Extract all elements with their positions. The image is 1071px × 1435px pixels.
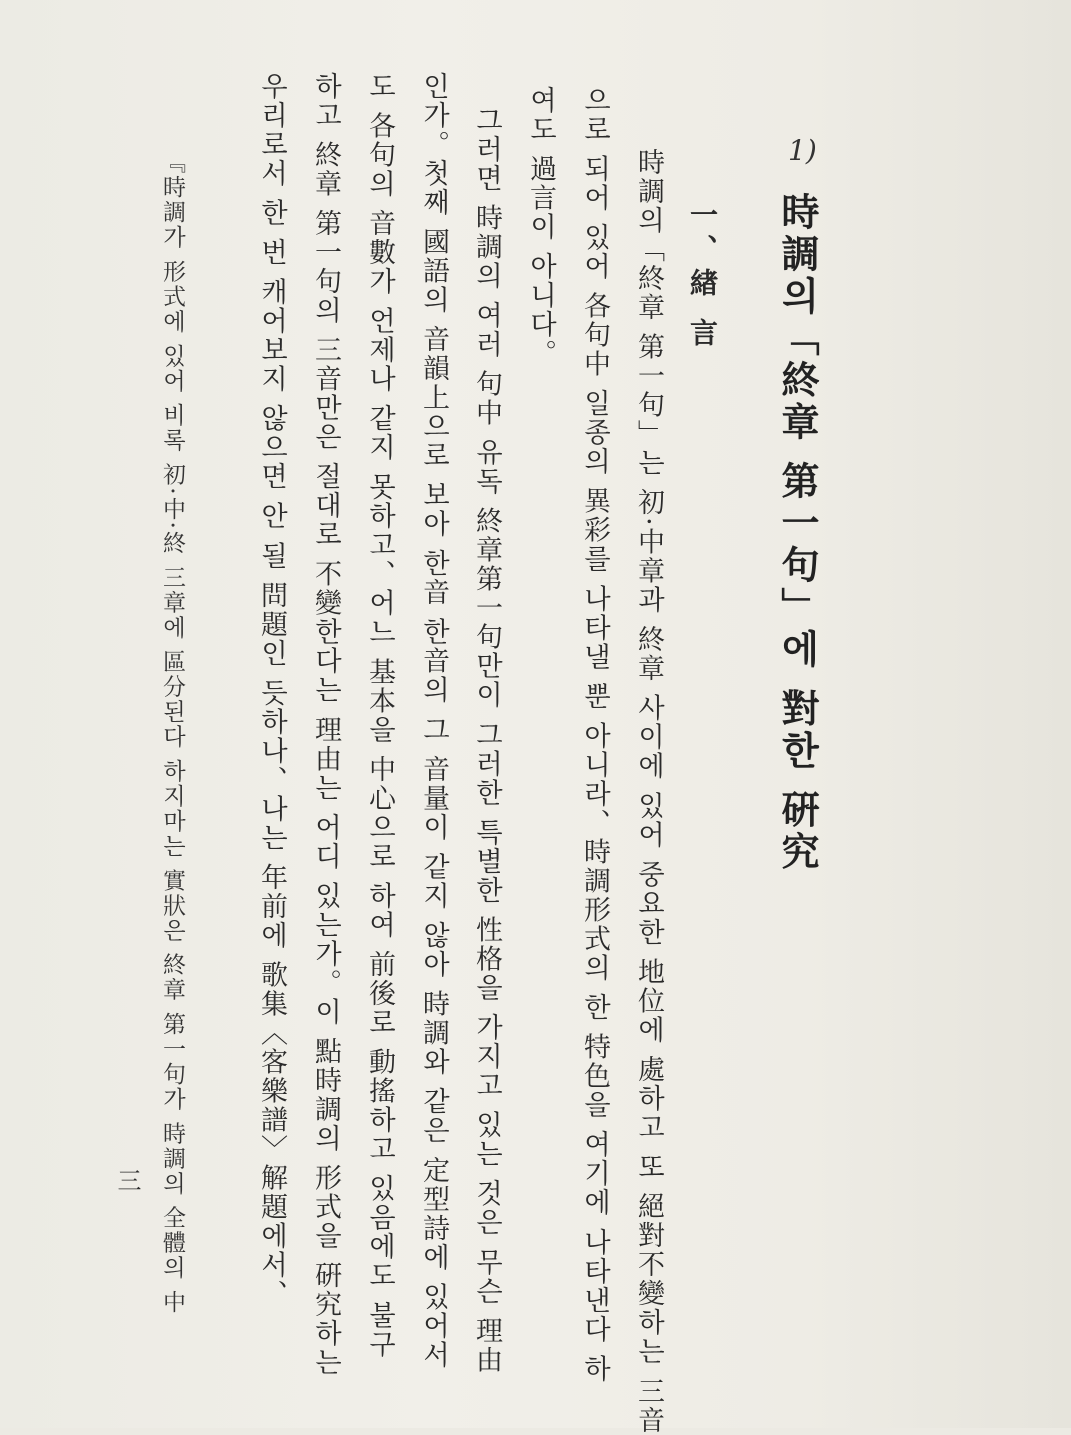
body-line-6: 도 各句의 音數가 언제나 같지 못하고、어느 基本을 中心으로 하여 前後로 動搖하고 있음에도 불구 <box>364 72 395 1359</box>
body-line-3: 여도 過言이 아니다。 <box>525 86 556 369</box>
footnote-marker: 1) <box>788 134 817 167</box>
body-line-1: 時調의「終章 第一句」는 初·中章과 終章 사이에 있어 중요한 地位에 處하고 또 絕對不變하는 三音 <box>633 148 664 1435</box>
body-line-5: 인가。첫째 國語의 音韻上으로 보아 한音 한音의 그 音量이 같지 않아 時調와 같은 定型詩에 있어서 <box>418 72 449 1370</box>
section-heading: 一、緖 言 <box>686 200 719 352</box>
body-line-4: 그러면 時調의 여러 句中 유독 終章第一句만이 그러한 특별한 性格을 가지고 있는 것은 무슨 理由 <box>471 106 502 1375</box>
page-title: 時調의「終章 第一句」에 對한 硏究 <box>775 192 820 874</box>
body-line-8: 우리로서 한 번 캐어보지 않으면 안 될 問題인 듯하나、나는 年前에 歌集〈客樂譜〉解題에서、 <box>256 72 287 1309</box>
body-line-7: 하고 終章 第一句의 三音만은 절대로 不變한다는 理由는 어디 있는가。이 點時調의 形式을 硏究하는 <box>310 72 341 1378</box>
page-number: 三 <box>113 1168 141 1192</box>
body-line-2: 으로 되어 있어 各句中 일종의 異彩를 나타낼 뿐 아니라、時調形式의 한 特色을 여기에 나타낸다 하 <box>579 86 610 1384</box>
footnote-text: 『時調가 形式에 있어 비록 初·中·終 三章에 區分된다 하지마는 實狀은 終章 第一句가 時調의 全體의 中 <box>159 150 185 1315</box>
